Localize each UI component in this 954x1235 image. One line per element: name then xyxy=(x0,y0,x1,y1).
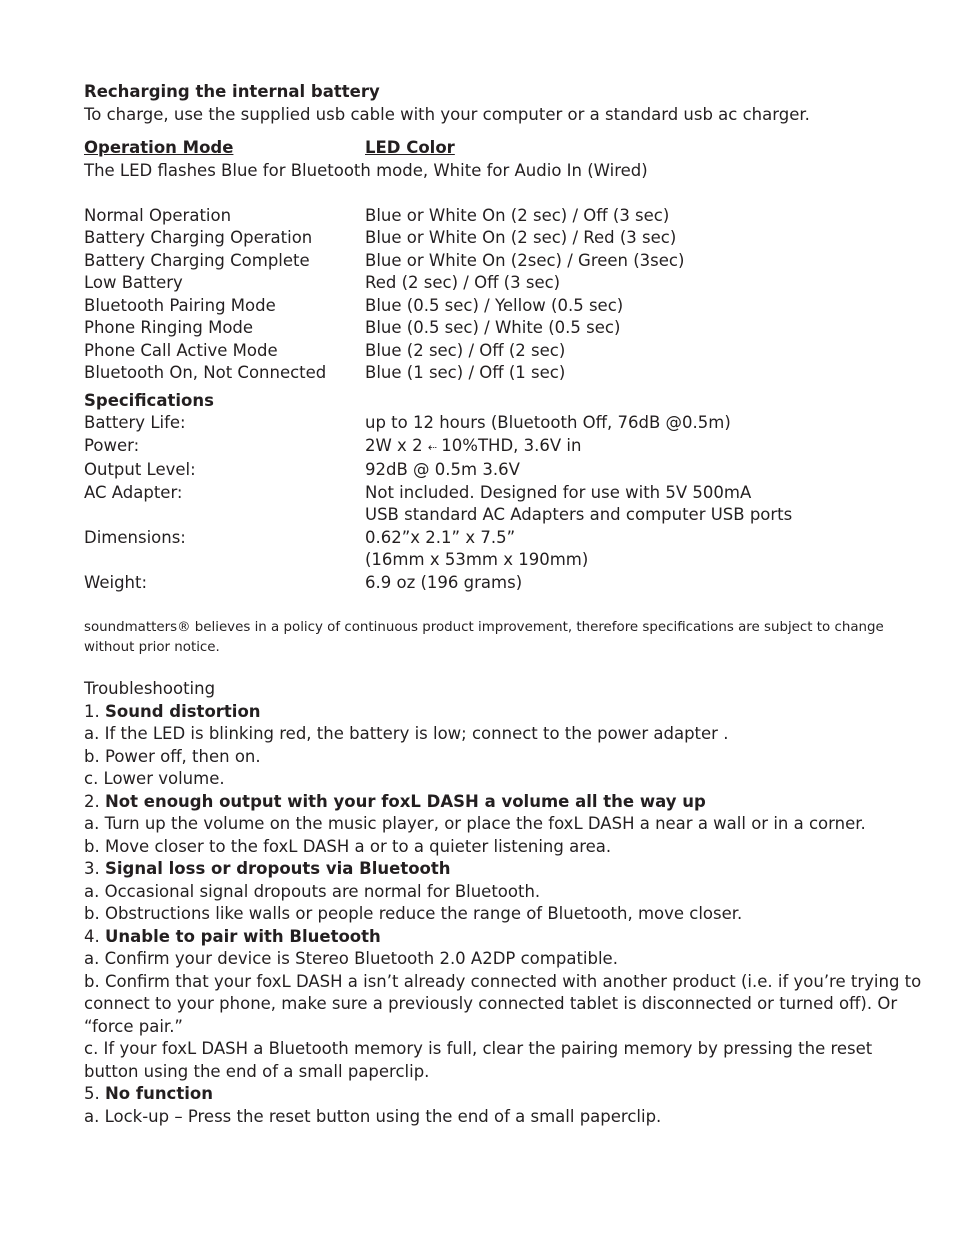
led-mode: Bluetooth Pairing Mode xyxy=(84,295,276,315)
table-row xyxy=(84,340,884,363)
table-row xyxy=(84,205,884,228)
led-mode: Phone Ringing Mode xyxy=(84,318,254,337)
led-color: Red (2 sec) / Off (3 sec) xyxy=(365,273,561,292)
table-row xyxy=(84,250,884,273)
list-item: a. If the LED is blinking red, the battery is low; connect to the power adapter . xyxy=(84,724,729,743)
charging-heading: Recharging the internal battery xyxy=(84,82,380,101)
led-mode: Bluetooth On, Not Connected xyxy=(84,363,327,382)
led-table xyxy=(84,205,884,385)
issue-title: 3. Signal loss or dropouts via Bluetooth xyxy=(84,859,451,878)
led-color: Blue (0.5 sec) / Yellow (0.5 sec) xyxy=(365,295,624,315)
table-row xyxy=(84,227,884,250)
list-item: a. Occasional signal dropouts are normal for Bluetooth. xyxy=(84,881,541,901)
list-item: connect to your phone, make sure a previously connected tablet is disconnected or turned off). Or xyxy=(84,994,898,1013)
spec-row-dimensions-cont xyxy=(84,549,884,572)
led-mode: Battery Charging Complete xyxy=(84,250,310,270)
spec-value: (16mm x 53mm x 190mm) xyxy=(365,550,589,569)
table-row xyxy=(84,317,884,340)
troubleshooting-section xyxy=(84,678,922,1128)
led-mode: Battery Charging Operation xyxy=(84,228,313,247)
charging-text: To charge, use the supplied usb cable with your computer or a standard usb ac charger. xyxy=(84,104,810,124)
list-item: a. Confirm your device is Stereo Bluetooth 2.0 A2DP compatible. xyxy=(84,949,618,968)
spec-value: 2W x 2 xyxy=(365,435,423,455)
spec-row-power xyxy=(84,435,884,460)
led-mode: Low Battery xyxy=(84,273,183,292)
led-mode: Phone Call Active Mode xyxy=(84,340,278,360)
operation-mode-header: Operation Mode xyxy=(84,138,234,157)
spec-label: Output Level: xyxy=(84,460,196,479)
spec-value: USB standard AC Adapters and computer USB ports xyxy=(365,505,793,524)
troubleshooting-heading: Troubleshooting xyxy=(84,679,216,698)
notice: soundmatters® believes in a policy of continuous product improvement, therefore specifications are subject to change without prior notice. xyxy=(84,620,884,655)
list-item: b. Power off, then on. xyxy=(84,746,261,766)
spec-value: 6.9 oz (196 grams) xyxy=(365,572,523,592)
spec-row-ac xyxy=(84,482,884,505)
table-row xyxy=(84,362,884,385)
spec-row-ac-cont xyxy=(84,504,884,527)
spec-row-weight xyxy=(84,572,884,595)
led-color: Blue (1 sec) / Off (1 sec) xyxy=(365,363,566,382)
issue-title: 5. No function xyxy=(84,1084,213,1103)
spec-value: 92dB @ 0.5m 3.6V xyxy=(365,460,520,479)
spec-label: Power: xyxy=(84,435,140,455)
list-item: b. Confirm that your foxL DASH a isn’t already connected with another product (i.e. if you’re trying to xyxy=(84,971,922,991)
spec-label: Weight: xyxy=(84,572,148,592)
spec-value: up to 12 hours (Bluetooth Off, 76dB @0.5m) xyxy=(365,413,731,432)
list-item: button using the end of a small paperclip. xyxy=(84,1061,430,1081)
list-item: a. Lock-up – Press the reset button using the end of a small paperclip. xyxy=(84,1106,662,1126)
led-table-header xyxy=(84,137,884,160)
led-color-header: LED Color xyxy=(365,138,455,157)
spec-row-output xyxy=(84,459,884,482)
manual-page xyxy=(84,81,922,1128)
list-item: b. Move closer to the foxL DASH a or to a quieter listening area. xyxy=(84,836,612,856)
specifications-heading: Specifications xyxy=(84,390,214,410)
specs-table xyxy=(84,412,884,594)
issue-title: 1. Sound distortion xyxy=(84,701,261,721)
led-color: Blue (0.5 sec) / White (0.5 sec) xyxy=(365,318,621,337)
list-item: a. Turn up the volume on the music player, or place the foxL DASH a near a wall or in a corner. xyxy=(84,814,866,833)
spec-label: AC Adapter: xyxy=(84,482,183,502)
list-item: c. If your foxL DASH a Bluetooth memory is full, clear the pairing memory by pressing the reset xyxy=(84,1039,873,1058)
spec-value: 0.62”x 2.1” x 7.5” xyxy=(365,527,516,547)
issue-title: 4. Unable to pair with Bluetooth xyxy=(84,926,381,946)
table-row xyxy=(84,295,884,318)
spec-label: Dimensions: xyxy=(84,527,186,547)
list-item: b. Obstructions like walls or people reduce the range of Bluetooth, move closer. xyxy=(84,904,743,923)
led-color: Blue or White On (2sec) / Green (3sec) xyxy=(365,250,685,270)
led-color: Blue or White On (2 sec) / Red (3 sec) xyxy=(365,228,677,247)
spec-row-battery xyxy=(84,412,884,435)
spec-value: Not included. Designed for use with 5V 500mA xyxy=(365,482,752,502)
plus-minus-symbol-icon: ⇠ xyxy=(427,440,437,454)
spec-value: 10%THD, 3.6V in xyxy=(441,435,582,455)
led-intro: The LED flashes Blue for Bluetooth mode, White for Audio In (Wired) xyxy=(84,160,648,180)
table-row xyxy=(84,272,884,295)
list-item: “force pair.” xyxy=(84,1016,183,1036)
list-item: c. Lower volume. xyxy=(84,769,225,788)
spec-label: Battery Life: xyxy=(84,413,186,432)
led-color: Blue or White On (2 sec) / Off (3 sec) xyxy=(365,205,670,225)
led-mode: Normal Operation xyxy=(84,205,232,225)
led-color: Blue (2 sec) / Off (2 sec) xyxy=(365,340,566,360)
issue-title: 2. Not enough output with your foxL DASH a volume all the way up xyxy=(84,791,706,811)
spec-row-dimensions xyxy=(84,527,884,550)
